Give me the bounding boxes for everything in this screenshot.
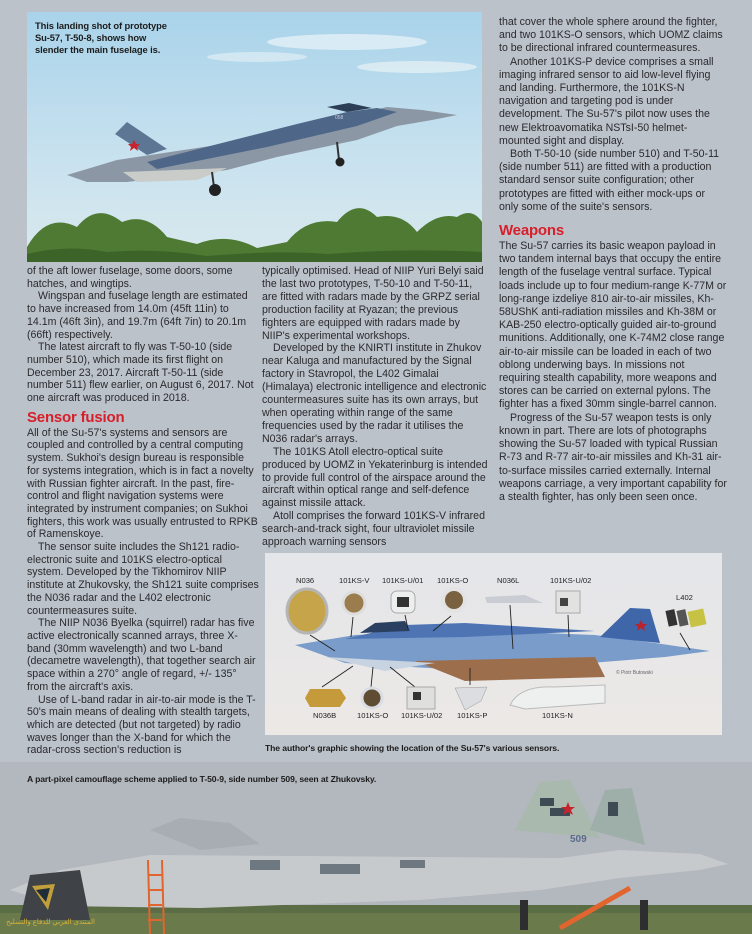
paragraph: Another 101KS-P device comprises a small imaging infrared sensor to aid low-level flying and landing. Furthermore, the 101KS-N navigation and targeting pod is under development. The Su-57's pilot now uses the new Elektroavomatika NSTsI-50 helmet-mounted sight and display. [499,55,714,147]
101ks-o-lower-sensor-icon [362,688,382,708]
column-3 [499,16,727,504]
paragraph: Atoll comprises the forward 101KS-V infrared search-and-track sight, four ultraviolet missile approach warning sensors [262,510,485,549]
paragraph: Use of L-band radar in air-to-air mode is the T-50's main means of dealing with stealth targets, which are detected (but not targeted) by radio waves longer than the X-band for which the radar-cross section's reduction is [27,693,256,757]
section-heading-weapons: Weapons [499,222,565,240]
side-number-bottom: 509 [570,834,587,845]
camouflage-aircraft-photo [0,762,752,934]
caption-line: Su-57, T-50-8, shows how [35,32,147,43]
bottom-photo [0,762,752,934]
caption-line: This landing shot of prototype [35,20,167,31]
n036-radar-icon [287,589,327,633]
label-n036l: N036L [497,576,520,585]
label-101ks-v: 101KS-V [339,576,370,585]
label-101ks-u02-lower: 101KS-U/02 [401,711,443,720]
label-101ks-o-lower: 101KS-O [357,711,389,720]
paragraph: All of the Su-57's systems and sensors are coupled and controlled by a central computing system. Sukhoi's design bureau is responsible for systems integration, which is in fact a novelty with Russian fighter aircraft. In the past, fire-control and flight navigation systems were integrated by instrument companies; on Sukhoi fighters, this work was usually entrusted to RPKB of Ramenskoye. [27,426,258,541]
top-photo-caption [35,20,215,56]
column-1 [27,265,259,757]
column-2 [262,265,490,549]
label-101ks-o: 101KS-O [437,576,469,585]
photo-credit: © Piotr Butowski [616,670,653,676]
paragraph: Progress of the Su-57 weapon tests is only known in part. There are lots of photographs showing the Su-57 loaded with typical Russian R-73 and R-77 air-to-air missiles and Kh-31 air-to-surface missiles carried externally. Internal weapons carriage, a very important capability for a stealth fighter, has only been seen once. [499,411,727,503]
label-n036: N036 [296,576,315,585]
paragraph: The NIIP N036 Byelka (squirrel) radar has five active electronically scanned arrays, three X-band (30mm wavelength) and two L-band (decametre wavelength), that together search air space within a 270° angle of regard, +/- 135° from the aircraft's axis. [27,617,256,693]
label-101ks-u01: 101KS-U/01 [382,576,424,585]
paragraph: typically optimised. Head of NIIP Yuri Belyi said the last two prototypes, T-50-10 and T-50-11, are fitted with radars made by the GRPZ serial production facility at Ryazan; the previous fighters are equipped with radars made by NIIP's experimental workshops. [262,265,484,342]
label-l402: L402 [676,593,693,602]
paragraph: of the aft lower fuselage, some doors, some hatches, and wingtips. [27,265,233,290]
label-n036b: N036B [313,711,337,720]
paragraph: Both T-50-10 (side number 510) and T-50-11 (side number 511) are fitted with a production standard sensor suite configuration; other prototypes are fitted with either mock-ups or only some of the suite's sensors. [499,148,720,213]
sensor-diagram [265,553,722,735]
n036b-array-icon [305,689,346,707]
label-101ks-u02: 101KS-U/02 [550,576,592,585]
caption-line: slender the main fuselage is. [35,44,161,55]
paragraph: The Su-57 carries its basic weapon payload in two tandem internal bays that occupy the entire length of the fuselage ventral surface. Typical loads include up to four medium-range K-77M or long-range izdeliye 810 air-to-air missiles, Kh-58UShK anti-radiation missiles and Kh-38M or KAB-250 electro-optically guided air-to-ground munitions. Additionally, one K-74M2 close range air-to-air missile can be loaded in each of two oblong underwing bays. In missions not requiring stealth capability, more weapons and stores can be carried on external pylons. The fighter has a fixed 30mm single-barrel cannon. [499,240,727,411]
paragraph: Wingspan and fuselage length are estimated to have increased from 14.0m (45ft 11in) to 14.1m (46ft 3in), and 19.7m (64ft 7in) to 20.1m (66ft) respectively. [27,290,248,341]
sensor-diagram-graphic [265,553,722,735]
side-number-top: 058 [335,115,344,121]
101ks-v-sensor-icon [343,592,365,614]
101ks-o-sensor-icon [443,589,465,611]
watermark-text: المنتدى العربي للدفاع والتسليح [6,919,95,926]
bottom-photo-caption: A part-pixel camouflage scheme applied to T-50-9, side number 509, seen at Zhukovsky. [27,774,377,784]
paragraph: The sensor suite includes the Sh121 radio-electronic suite and 101KS electro-optical system. Developed by the Tikhomirov NIIP institute at Zhukovsky, the Sh121 suite comprises the N036 radar and the L402 electronic countermeasures suite. [27,541,259,617]
section-heading-sensor-fusion: Sensor fusion [27,408,125,426]
paragraph: The 101KS Atoll electro-optical suite produced by UOMZ in Yekaterinburg is intended to provide full control of the airspace around the aircraft within optical range and self-defence against missile attack. [262,445,488,510]
paragraph: The latest aircraft to fly was T-50-10 (side number 510), which made its first flight on December 23, 2017. Aircraft T-50-11 (side number 511) flew earlier, on August 6, 2017. Not one aircraft was produced in 2018. [27,341,254,405]
label-101ks-n: 101KS-N [542,711,573,720]
paragraph: that cover the whole sphere around the fighter, and two 101KS-O sensors, which UOMZ claims to be directional infrared countermeasures. [499,16,723,55]
sensor-diagram-caption: The author's graphic showing the location of the Su-57's various sensors. [265,743,560,753]
label-101ks-p: 101KS-P [457,711,488,720]
paragraph: Developed by the KNIRTI institute in Zhukov near Kaluga and manufactured by the Signal factory in Stavropol, the L402 Gimalai (Himalaya) electronic intelligence and electronic countermeasures suite has its own arrays, but when operating within range of the same frequencies used by the radar it utilises the N036 radar's arrays. [262,342,487,445]
top-photo [27,12,482,262]
